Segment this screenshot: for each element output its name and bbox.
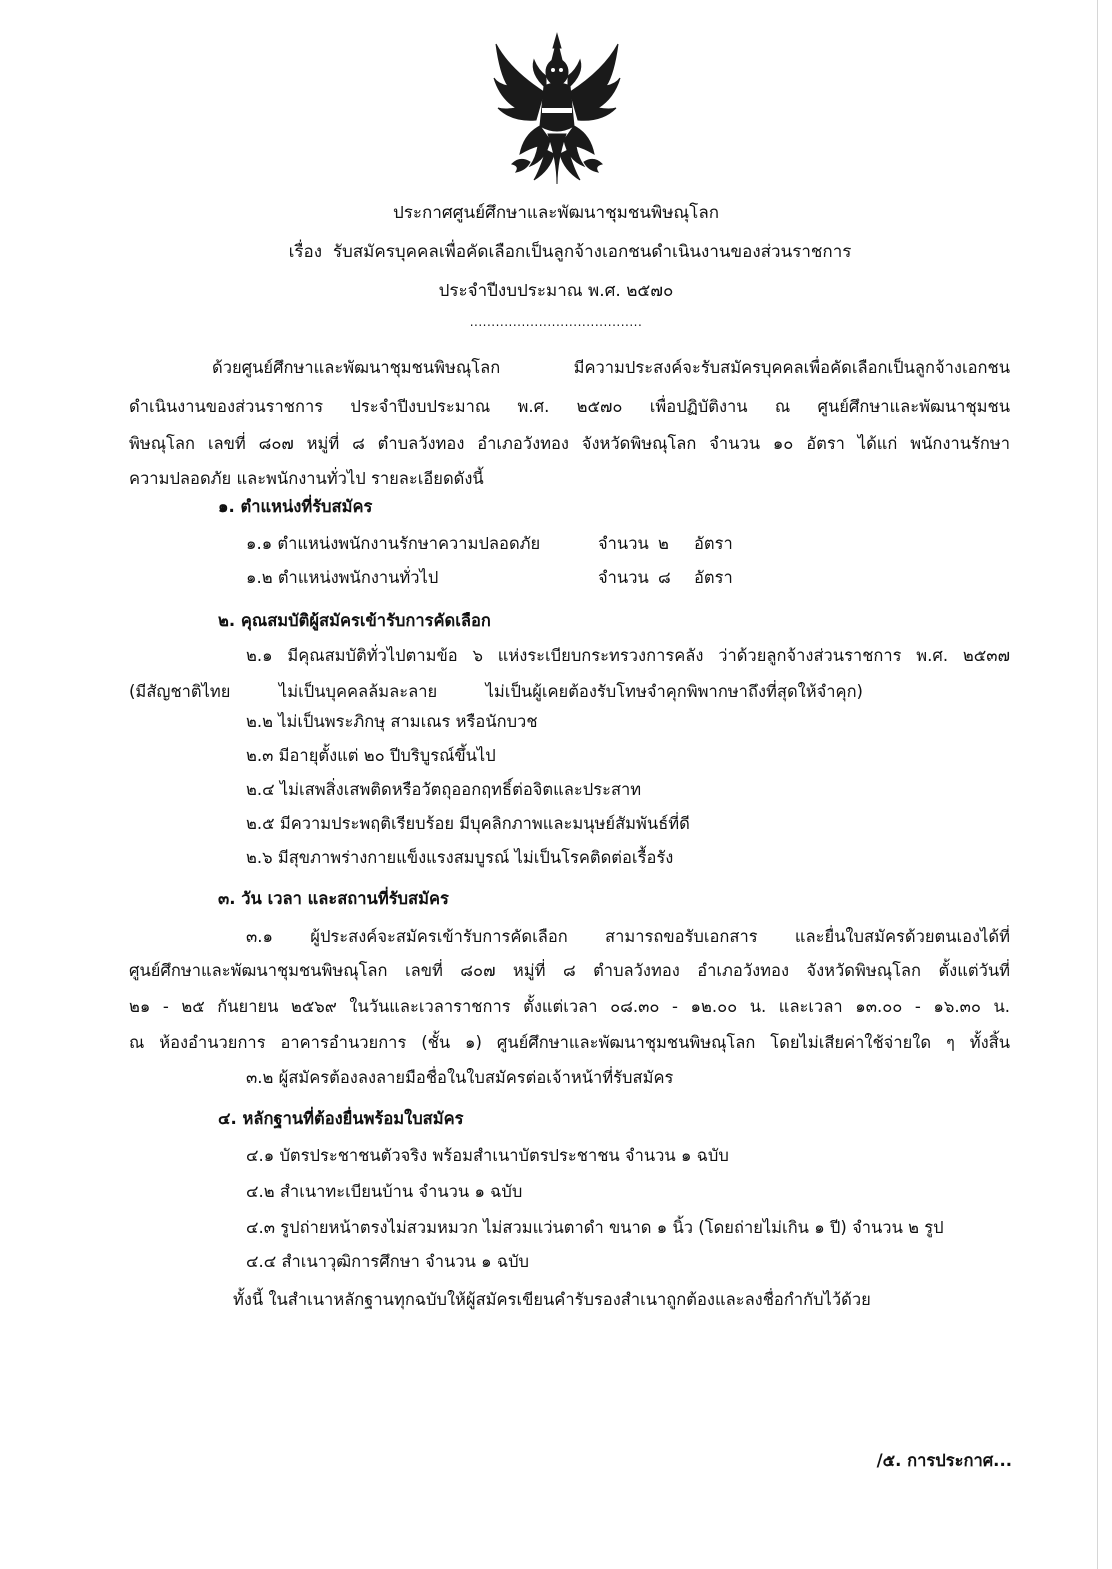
qualification-item: ๒.๖ มีสุขภาพร่างกายแข็งแรงสมบูรณ์ ไม่เป็นโรคติดต่อเรื้อรัง bbox=[246, 848, 674, 867]
document-item: ๔.๒ สำเนาทะเบียนบ้าน จำนวน ๑ ฉบับ bbox=[246, 1182, 523, 1201]
intro-line: ด้วยศูนย์ศึกษาและพัฒนาชุมชนพิษณุโลก มีความประสงค์จะรับสมัครบุคคลเพื่อคัดเลือกเป็นลูกจ้างเอกชน bbox=[212, 358, 1010, 377]
page-edge-line bbox=[1097, 0, 1098, 1569]
continuation-marker: /๕. การประกาศ... bbox=[876, 1451, 1012, 1470]
qualification-item: ๒.๕ มีความประพฤติเรียบร้อย มีบุคลิกภาพและมนุษย์สัมพันธ์ที่ดี bbox=[246, 814, 690, 833]
subject-label: เรื่อง bbox=[288, 242, 323, 262]
announcement-subject bbox=[14, 242, 1112, 262]
position-unit: อัตรา bbox=[694, 534, 733, 553]
document-item: ๔.๓ รูปถ่ายหน้าตรงไม่สวมหมวก ไม่สวมแว่นตาดำ ขนาด ๑ นิ้ว (โดยถ่ายไม่เกิน ๑ ปี) จำนวน ๒ รูป bbox=[246, 1218, 944, 1237]
fiscal-year-line: ประจำปีงบประมาณ พ.ศ. ๒๕๗๐ bbox=[438, 281, 674, 301]
position-count-label: จำนวน bbox=[598, 568, 649, 587]
document-item: ๔.๔ สำเนาวุฒิการศึกษา จำนวน ๑ ฉบับ bbox=[246, 1252, 530, 1271]
position-name: ๑.๒ ตำแหน่งพนักงานทั่วไป bbox=[246, 568, 439, 587]
position-count: ๒ bbox=[658, 534, 669, 553]
certification-note: ทั้งนี้ ในสำเนาหลักฐานทุกฉบับให้ผู้สมัครเขียนคำรับรองสำเนาถูกต้องและลงชื่อกำกับไว้ด้วย bbox=[233, 1290, 871, 1309]
qualification-item: ๒.๔ ไม่เสพสิ่งเสพติดหรือวัตถุออกฤทธิ์ต่อจิตและประสาท bbox=[246, 780, 642, 799]
qualification-item: ๒.๒ ไม่เป็นพระภิกษุ สามเณร หรือนักบวช bbox=[246, 712, 538, 731]
section3-title: ๓. วัน เวลา และสถานที่รับสมัคร bbox=[218, 889, 449, 908]
position-unit: อัตรา bbox=[694, 568, 733, 587]
application-detail-line: ณ ห้องอำนวยการ อาคารอำนวยการ (ชั้น ๑) ศูนย์ศึกษาและพัฒนาชุมชนพิษณุโลก โดยไม่เสียค่าใช้จ่ายใด ๆ ทั้งสิ้น bbox=[129, 1033, 1010, 1052]
intro-line: ความปลอดภัย และพนักงานทั่วไป รายละเอียดดังนี้ bbox=[129, 469, 484, 488]
application-detail-line: ๓.๒ ผู้สมัครต้องลงลายมือชื่อในใบสมัครต่อเจ้าหน้าที่รับสมัคร bbox=[246, 1068, 674, 1087]
announcement-title: ประกาศศูนย์ศึกษาและพัฒนาชุมชนพิษณุโลก bbox=[392, 203, 720, 223]
section2-title: ๒. คุณสมบัติผู้สมัครเข้ารับการคัดเลือก bbox=[218, 611, 491, 630]
intro-line: พิษณุโลก เลขที่ ๘๐๗ หมู่ที่ ๘ ตำบลวังทอง อำเภอวังทอง จังหวัดพิษณุโลก จำนวน ๑๐ อัตรา ได้แก่ พนักงานรักษา bbox=[129, 434, 1010, 453]
intro-line: ดำเนินงานของส่วนราชการ ประจำปีงบประมาณ พ.ศ. ๒๕๗๐ เพื่อปฏิบัติงาน ณ ศูนย์ศึกษาและพัฒนาชุมชน bbox=[129, 397, 1010, 416]
garuda-emblem-icon bbox=[490, 30, 624, 190]
application-detail-line: ๓.๑ ผู้ประสงค์จะสมัครเข้ารับการคัดเลือก สามารถขอรับเอกสาร และยื่นใบสมัครด้วยตนเองได้ที่ bbox=[246, 927, 1010, 946]
application-detail-line: ศูนย์ศึกษาและพัฒนาชุมชนพิษณุโลก เลขที่ ๘๐๗ หมู่ที่ ๘ ตำบลวังทอง อำเภอวังทอง จังหวัดพิษณุโลก ตั้งแต่วันที่ bbox=[129, 961, 1010, 980]
document-item: ๔.๑ บัตรประชาชนตัวจริง พร้อมสำเนาบัตรประชาชน จำนวน ๑ ฉบับ bbox=[246, 1146, 729, 1165]
heading-separator: ........................................ bbox=[469, 315, 643, 329]
section1-title: ๑. ตำแหน่งที่รับสมัคร bbox=[218, 497, 373, 516]
qualification-item-continued: (มีสัญชาติไทย ไม่เป็นบุคคลล้มละลาย ไม่เป็นผู้เคยต้องรับโทษจำคุกพิพากษาถึงที่สุดให้จำคุก) bbox=[129, 682, 863, 701]
position-count: ๘ bbox=[658, 568, 671, 587]
subject-text: รับสมัครบุคคลเพื่อคัดเลือกเป็นลูกจ้างเอกชนดำเนินงานของส่วนราชการ bbox=[332, 242, 852, 262]
position-count-label: จำนวน bbox=[598, 534, 649, 553]
section4-title: ๔. หลักฐานที่ต้องยื่นพร้อมใบสมัคร bbox=[218, 1109, 464, 1128]
application-detail-line: ๒๑ - ๒๕ กันยายน ๒๕๖๙ ในวันและเวลาราชการ ตั้งแต่เวลา ๐๘.๓๐ - ๑๒.๐๐ น. และเวลา ๑๓.๐๐ - ๑๖.๓๐ น. bbox=[129, 997, 1010, 1016]
qualification-item: ๒.๓ มีอายุตั้งแต่ ๒๐ ปีบริบูรณ์ขึ้นไป bbox=[246, 746, 496, 765]
qualification-item: ๒.๑ มีคุณสมบัติทั่วไปตามข้อ ๖ แห่งระเบียบกระทรวงการคลัง ว่าด้วยลูกจ้างส่วนราชการ พ.ศ. ๒๕๓๗ bbox=[246, 646, 1010, 665]
position-row bbox=[246, 534, 746, 556]
position-row bbox=[246, 568, 746, 590]
position-name: ๑.๑ ตำแหน่งพนักงานรักษาความปลอดภัย bbox=[246, 534, 541, 553]
